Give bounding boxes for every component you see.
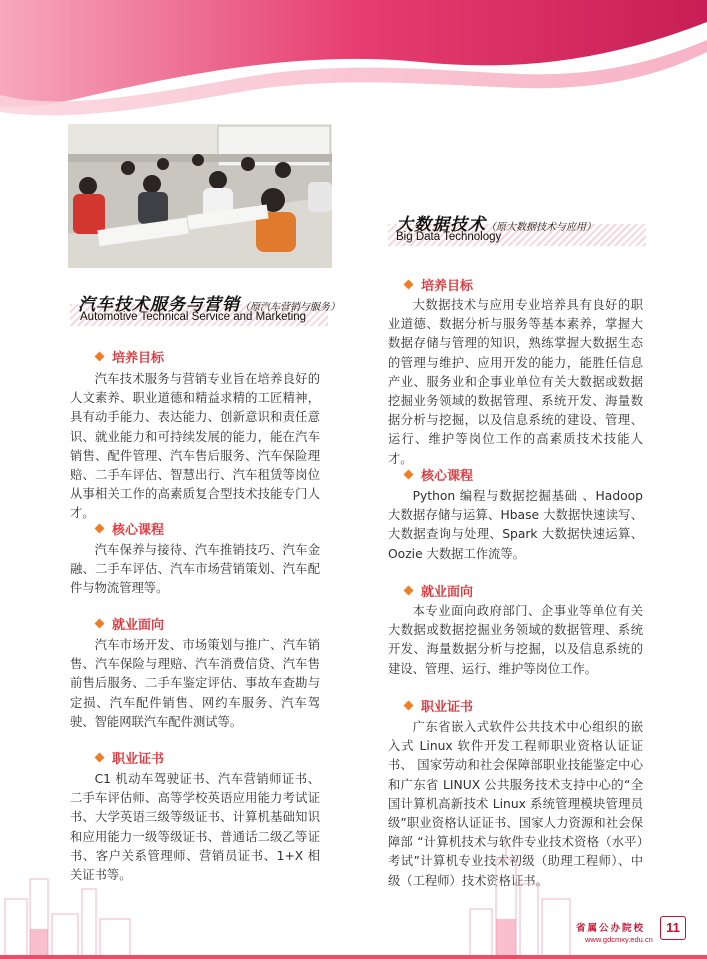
auto-goals-text: 汽车技术服务与营销专业旨在培养良好的人文素养、职业道德和精益求精的工匠精神，具有动手能力、表达能力、创新意识和责任意识、就业能力和可持续发展的能力，能在汽车销售、配件管理、汽车售后服务、汽车保险理赔、二手车评估、智慧出行、汽车租赁等岗位从事相关工作的高素质复合型技术技能专门人才。	[70, 372, 320, 521]
bigdata-heading-certificates: 职业证书	[405, 696, 473, 715]
auto-courses-text: 汽车保养与接待、汽车推销技巧、汽车金融、二手车评估、汽车市场营销策划、汽车配件与物流管理等。	[70, 543, 320, 596]
diamond-bullet-icon	[404, 701, 414, 711]
bigdata-courses-text: Python 编程与数据挖掘基础 、Hadoop 大数据存储与运算、Hbase 大数据快速读写、大数据查询与处理、Spark 大数据快速运算、Oozie 大数据工作流等。	[388, 489, 643, 561]
school-logo-text: 省属公办院校	[576, 923, 646, 934]
diamond-bullet-icon	[95, 753, 105, 763]
diamond-bullet-icon	[404, 470, 414, 480]
bigdata-title-en: Big Data Technology	[396, 231, 502, 243]
auto-title-block	[70, 292, 340, 332]
auto-heading-employment: 就业面向	[96, 614, 164, 633]
auto-title-en: Automotive Technical Service and Marketing	[80, 311, 307, 323]
bigdata-title: 大数据技术（原大数据技术与应用）	[396, 215, 596, 235]
bigdata-heading-goals: 培养目标	[405, 275, 473, 294]
auto-heading-goals: 培养目标	[96, 347, 164, 366]
auto-heading-certificates: 职业证书	[96, 748, 164, 767]
diamond-bullet-icon	[95, 524, 105, 534]
auto-heading-courses: 核心课程	[96, 519, 164, 538]
diamond-bullet-icon	[404, 280, 414, 290]
school-url[interactable]: www.gdcmxy.edu.cn	[585, 935, 653, 944]
page-number: 11	[660, 916, 686, 940]
top-wave-decoration	[0, 0, 707, 130]
bigdata-heading-employment: 就业面向	[405, 581, 473, 600]
bigdata-heading-courses: 核心课程	[405, 465, 473, 484]
auto-title: 汽车技术服务与营销（原汽车营销与服务）	[78, 295, 340, 315]
bigdata-title-block	[388, 212, 650, 252]
bigdata-certificates-text: 广东省嵌入式软件公共技术中心组织的嵌入式 Linux 软件开发工程师职业资格认证证书、 国家劳动和社会保障部职业技能鉴定中心和广东省 LINUX 公共服务技术支持中心的“全国计算机高新技术 Linux 系统管理模块管理员级”职业资格认证证书、国家人力资源和社会保障部 “计算机技术与软件专业技术资格（水平）考试”计算机专业技术初级（助理工程师）、中级（工程师）技术资格证书。	[388, 720, 643, 888]
diamond-bullet-icon	[95, 619, 105, 629]
auto-certificates-text: C1 机动车驾驶证书、汽车营销师证书、二手车评估师、高等学校英语应用能力考试证书、大学英语三级等级证书、计算机基础知识和应用能力一级等级证书、普通话二级乙等证书、客户关系管理师、营销员证书、1+X 相关证书等。	[70, 772, 320, 883]
auto-employment-text: 汽车市场开发、市场策划与推广、汽车销售、汽车保险与理赔、汽车消费信贷、汽车售前售后服务、二手车鉴定评估、事故车查勘与定损、汽车配件销售、网约车服务、汽车驾驶、智能网联汽车配件测试等。	[70, 638, 320, 729]
bigdata-title-sub: （原大数据技术与应用）	[486, 222, 596, 233]
auto-title-sub: （原汽车营销与服务）	[240, 302, 340, 313]
diamond-bullet-icon	[95, 352, 105, 362]
bigdata-employment-text: 本专业面向政府部门、企事业等单位有关大数据或数据挖掘业务领域的数据管理、系统开发、海量数据分析与挖掘，以及信息系统的建设、管理、运行、维护等岗位工作。	[388, 604, 643, 676]
diamond-bullet-icon	[404, 586, 414, 596]
classroom-photo	[68, 124, 332, 268]
bigdata-goals-text: 大数据技术与应用专业培养具有良好的职业道德、数据分析与服务等基本素养，掌握大数据存储与管理的知识，熟练掌握大数据生态的管理与维护、应用开发的能力，能胜任信息产业、服务业和企事业单位有关大数据或数据挖掘业务领域的数据管理、系统开发、海量数据分析与挖掘，以及信息系统的建设、管理、运行、维护等岗位工作的高素质技术技能人才。	[388, 298, 643, 466]
